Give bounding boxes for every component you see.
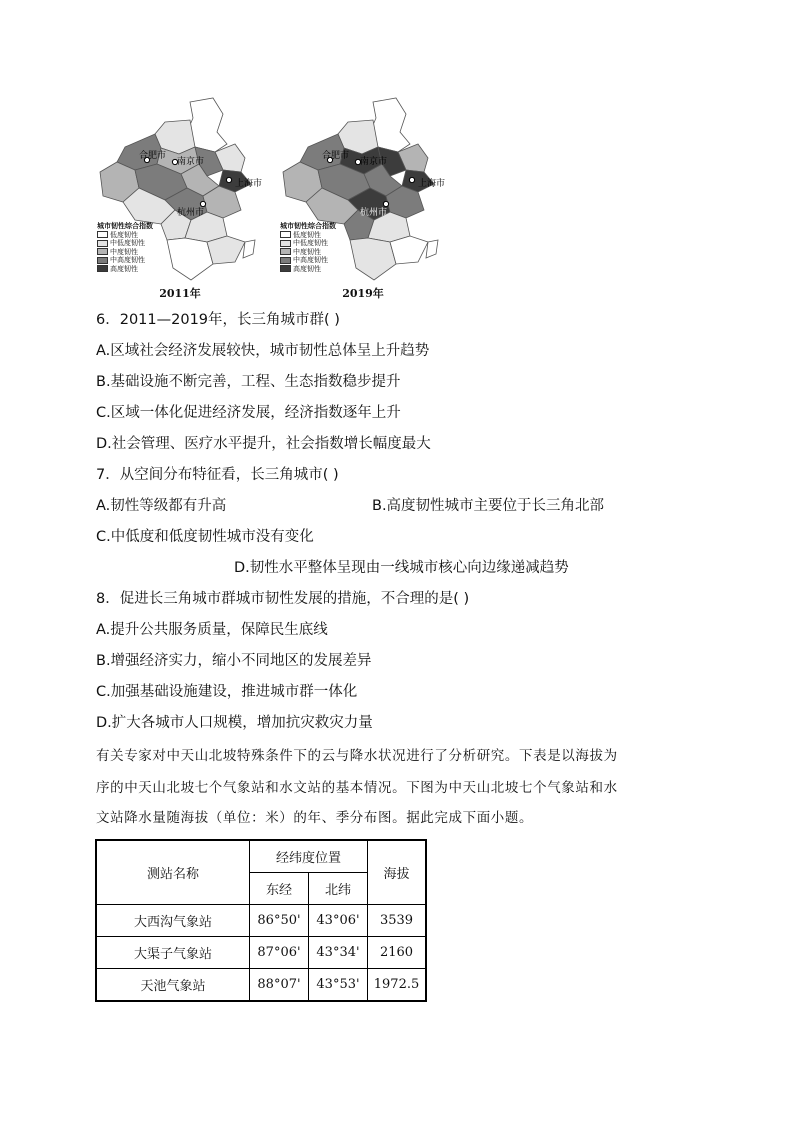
cell-station-name: 天池气象站	[96, 969, 250, 1002]
city-label-nanjing: 南京市	[360, 157, 388, 167]
header-station-name: 测站名称	[96, 840, 250, 905]
legend-item	[97, 256, 153, 265]
cell-latitude: 43°34'	[309, 937, 368, 969]
legend-label: 中低度韧性	[293, 239, 328, 247]
legend-swatch	[280, 231, 291, 238]
question-7-stem: 7．从空间分布特征看，长三角城市( )	[96, 467, 339, 483]
legend-item	[97, 265, 153, 274]
question-7-option-d: D.韧性水平整体呈现由一线城市核心向边缘递减趋势	[234, 560, 569, 576]
intro-line-1: 有关专家对中天山北坡特殊条件下的云与降水状况进行了分析研究。下表是以海拔为	[96, 748, 618, 764]
cell-altitude: 1972.5	[368, 969, 427, 1002]
legend-label: 中度韧性	[110, 247, 138, 256]
question-8-option-c: C.加强基础设施建设，推进城市群一体化	[96, 684, 358, 700]
cell-station-name: 大渠子气象站	[96, 937, 250, 969]
legend-label: 低度韧性	[110, 230, 138, 239]
map-2019	[278, 92, 478, 307]
table-row	[96, 969, 426, 1002]
header-position: 经纬度位置	[250, 840, 368, 873]
question-7-option-c: C.中低度和低度韧性城市没有变化	[96, 529, 314, 545]
question-6-option-b: B.基础设施不断完善，工程、生态指数稳步提升	[96, 374, 401, 390]
legend-item	[97, 231, 153, 240]
legend-label: 高度韧性	[110, 264, 138, 273]
city-label-hangzhou: 杭州市	[177, 208, 205, 218]
legend-title: 城市韧性综合指数	[280, 221, 336, 230]
question-6-option-c: C.区域一体化促进经济发展，经济指数逐年上升	[96, 405, 401, 421]
cell-latitude: 43°53'	[309, 969, 368, 1002]
map-2011	[95, 92, 295, 307]
cell-longitude: 86°50'	[250, 905, 309, 937]
city-label-nanjing: 南京市	[177, 157, 205, 167]
cell-longitude: 87°06'	[250, 937, 309, 969]
legend-label: 中度韧性	[293, 247, 321, 256]
legend-item	[280, 265, 336, 274]
question-8-option-d: D.扩大各城市人口规模，增加抗灾救灾力量	[96, 715, 373, 731]
legend-item	[280, 231, 336, 240]
legend-item	[280, 239, 336, 248]
legend-swatch	[280, 257, 291, 264]
legend-swatch	[97, 231, 108, 238]
city-label-hefei: 合肥市	[139, 151, 167, 161]
cell-altitude: 3539	[368, 905, 427, 937]
header-longitude: 东经	[250, 873, 309, 905]
map-legend	[280, 222, 336, 273]
city-label-hefei: 合肥市	[322, 151, 350, 161]
map-year-label: 2011年	[159, 287, 201, 300]
question-7-option-b: B.高度韧性城市主要位于长三角北部	[372, 498, 605, 514]
question-6-option-d: D.社会管理、医疗水平提升，社会指数增长幅度最大	[96, 436, 431, 452]
legend-swatch	[97, 257, 108, 264]
table-header-row	[96, 840, 426, 873]
city-label-shanghai: 上海市	[235, 179, 263, 189]
header-latitude: 北纬	[309, 873, 368, 905]
table-row	[96, 905, 426, 937]
station-table	[95, 839, 427, 1002]
cell-longitude: 88°07'	[250, 969, 309, 1002]
question-6-stem: 6．2011—2019年，长三角城市群( )	[96, 312, 340, 328]
question-6-option-a: A.区域社会经济发展较快，城市韧性总体呈上升趋势	[96, 343, 430, 359]
legend-label: 中高度韧性	[293, 256, 328, 264]
intro-line-3: 文站降水量随海拔（单位：米）的年、季分布图。据此完成下面小题。	[96, 810, 534, 826]
cell-latitude: 43°06'	[309, 905, 368, 937]
legend-label: 低度韧性	[293, 230, 321, 239]
legend-label: 高度韧性	[293, 264, 321, 273]
legend-label: 中低度韧性	[110, 239, 145, 247]
cell-station-name: 大西沟气象站	[96, 905, 250, 937]
legend-swatch	[97, 248, 108, 255]
table-row	[96, 937, 426, 969]
intro-line-2: 序的中天山北坡七个气象站和水文站的基本情况。下图为中天山北坡七个气象站和水	[96, 780, 618, 796]
legend-label: 中高度韧性	[110, 256, 145, 264]
question-8-option-b: B.增强经济实力，缩小不同地区的发展差异	[96, 653, 372, 669]
legend-swatch	[280, 265, 291, 272]
legend-swatch	[280, 240, 291, 247]
map-legend	[97, 222, 153, 273]
city-label-shanghai: 上海市	[418, 179, 446, 189]
legend-item	[280, 256, 336, 265]
cell-altitude: 2160	[368, 937, 427, 969]
legend-title: 城市韧性综合指数	[97, 221, 153, 230]
city-label-hangzhou: 杭州市	[360, 208, 388, 218]
question-7-option-a: A.韧性等级都有升高	[96, 498, 227, 514]
map-year-label: 2019年	[342, 287, 384, 300]
question-8-stem: 8．促进长三角城市群城市韧性发展的措施，不合理的是( )	[96, 591, 470, 607]
legend-item	[97, 248, 153, 257]
legend-swatch	[97, 265, 108, 272]
legend-item	[97, 239, 153, 248]
header-altitude: 海拔	[368, 840, 427, 905]
legend-swatch	[280, 248, 291, 255]
legend-item	[280, 248, 336, 257]
question-8-option-a: A.提升公共服务质量，保障民生底线	[96, 622, 328, 638]
legend-swatch	[97, 240, 108, 247]
